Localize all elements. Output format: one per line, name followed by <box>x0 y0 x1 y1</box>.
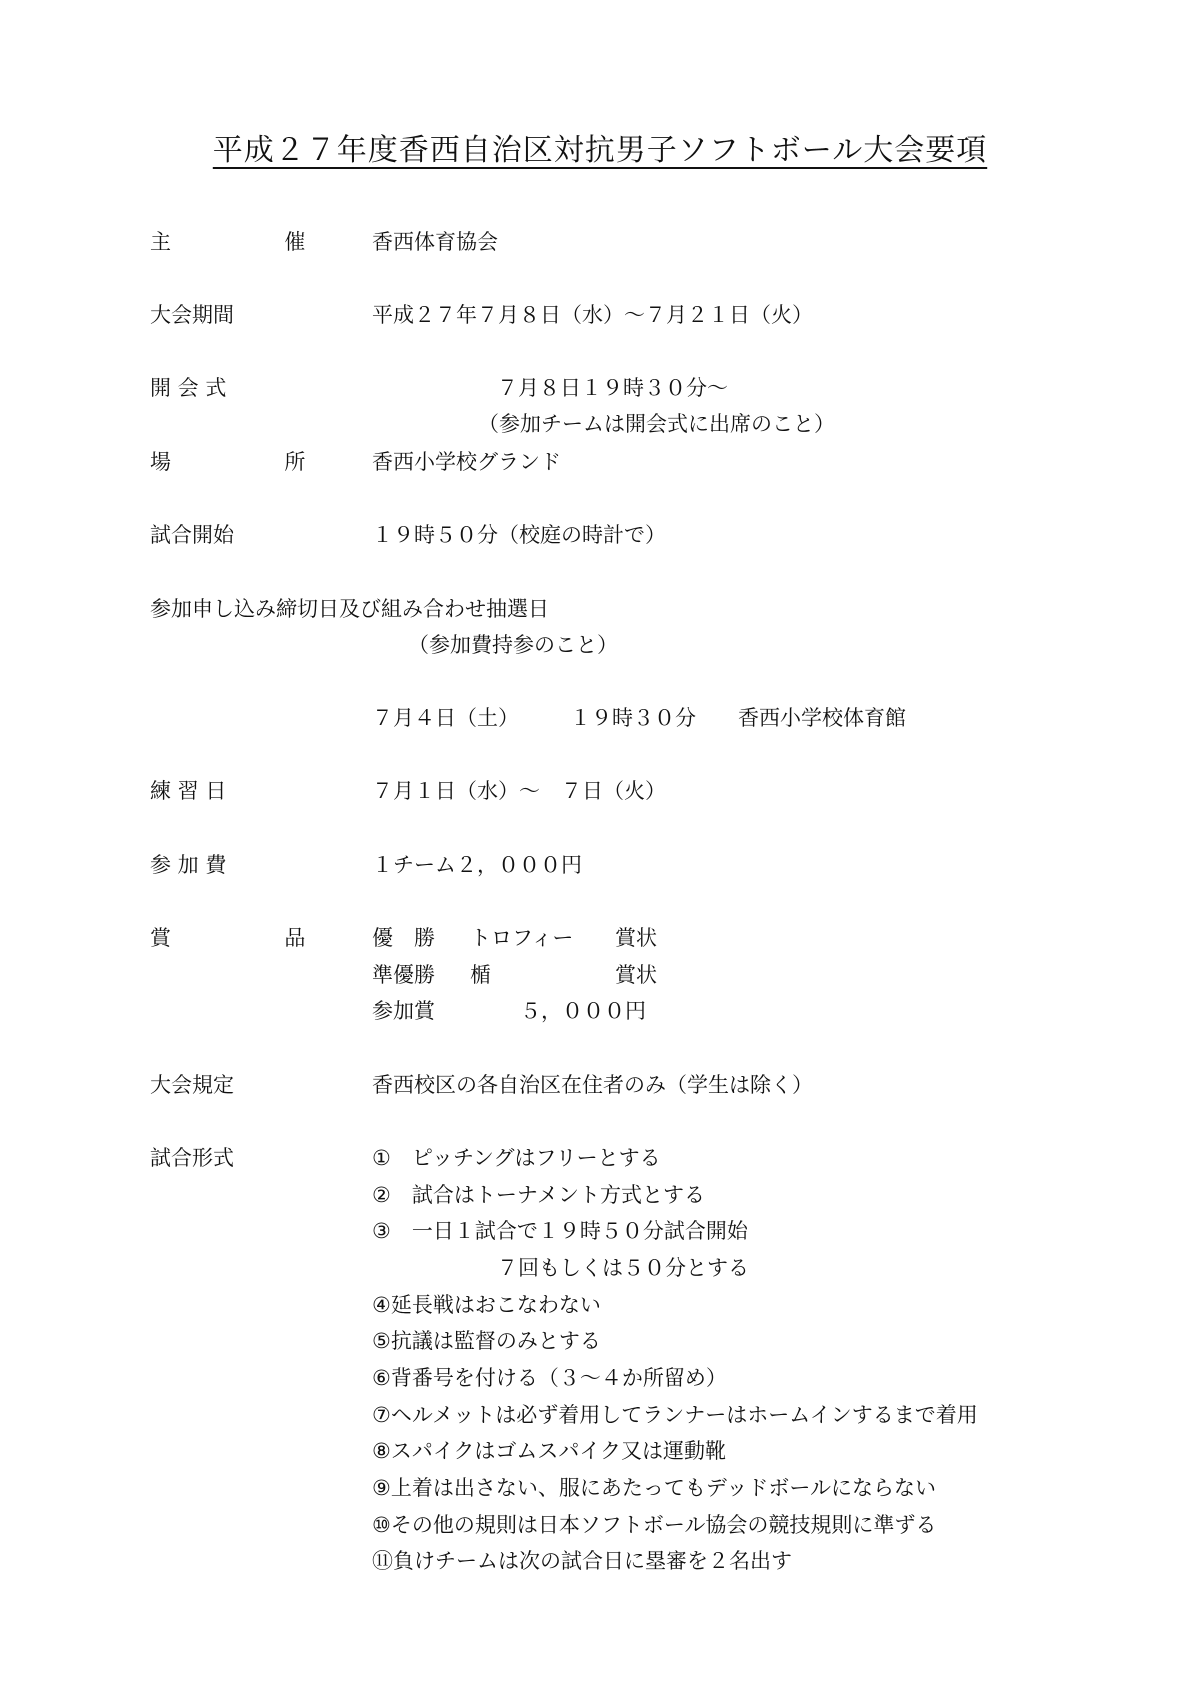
venue-label: 場 所 <box>150 450 352 474</box>
practice-label: 練 習 日 <box>150 779 227 803</box>
prize-item-runnerup: 楯 <box>470 963 491 987</box>
prize-extra-runnerup: 賞状 <box>615 963 657 987</box>
format-rule-1: ① ピッチングはフリーとする <box>372 1146 661 1170</box>
prize-extra-winner: 賞状 <box>615 926 657 950</box>
format-rule-2: ② 試合はトーナメント方式とする <box>372 1183 705 1207</box>
format-rule-10: ⑩その他の規則は日本ソフトボール協会の競技規則に準ずる <box>372 1513 937 1537</box>
format-rule-4: ④延長戦はおこなわない <box>372 1293 601 1317</box>
fee-label: 参 加 費 <box>150 853 227 877</box>
format-label: 試合形式 <box>150 1146 234 1170</box>
format-rule-6: ⑥背番号を付ける（３～４か所留め） <box>372 1366 727 1390</box>
period-label: 大会期間 <box>150 303 234 327</box>
fee-value: １チーム２，０００円 <box>372 853 582 877</box>
practice-value: ７月１日（水）～ ７日（火） <box>372 779 666 803</box>
eligibility-value: 香西校区の各自治区在住者のみ（学生は除く） <box>372 1073 813 1097</box>
opening-time: ７月８日１９時３０分～ <box>497 376 728 400</box>
format-rule-3-cont: ７回もしくは５０分とする <box>497 1256 749 1280</box>
opening-label: 開 会 式 <box>150 376 227 400</box>
title-text: 平成２７年度香西自治区対抗男子ソフトボール大会要項 <box>212 133 988 168</box>
prize-rank-winner: 優 勝 <box>372 926 435 950</box>
opening-note: （参加チームは開会式に出席のこと） <box>478 412 835 436</box>
entry-time: １９時３０分 <box>570 706 696 730</box>
prize-item-participation: ５，０００円 <box>520 999 646 1023</box>
format-rule-5: ⑤抗議は監督のみとする <box>372 1329 601 1353</box>
entry-note: （参加費持参のこと） <box>408 633 618 657</box>
host-label: 主 催 <box>150 230 352 254</box>
prizes-label: 賞 品 <box>150 926 352 950</box>
format-rule-9: ⑨上着は出さない、服にあたってもデッドボールにならない <box>372 1476 936 1500</box>
format-rule-3: ③ 一日１試合で１９時５０分試合開始 <box>372 1219 748 1243</box>
format-rule-8: ⑧スパイクはゴムスパイク又は運動靴 <box>372 1439 726 1463</box>
start-value: １９時５０分（校庭の時計で） <box>372 523 666 547</box>
document-title <box>0 125 1200 169</box>
start-label: 試合開始 <box>150 523 234 547</box>
prize-rank-runnerup: 準優勝 <box>372 963 435 987</box>
entry-heading: 参加申し込み締切日及び組み合わせ抽選日 <box>150 597 549 621</box>
host-value: 香西体育協会 <box>372 230 498 254</box>
entry-place: 香西小学校体育館 <box>738 706 906 730</box>
prize-rank-participation: 参加賞 <box>372 999 435 1023</box>
format-rule-11: ⑪負けチームは次の試合日に塁審を２名出す <box>372 1549 792 1573</box>
period-value: 平成２７年７月８日（水）～７月２１日（火） <box>372 303 813 327</box>
venue-value: 香西小学校グランド <box>372 450 561 474</box>
eligibility-label: 大会規定 <box>150 1073 234 1097</box>
format-rule-7: ⑦ヘルメットは必ず着用してランナーはホームインするまで着用 <box>372 1403 978 1427</box>
prize-item-winner: トロフィー <box>470 926 574 950</box>
entry-date: ７月４日（土） <box>372 706 519 730</box>
